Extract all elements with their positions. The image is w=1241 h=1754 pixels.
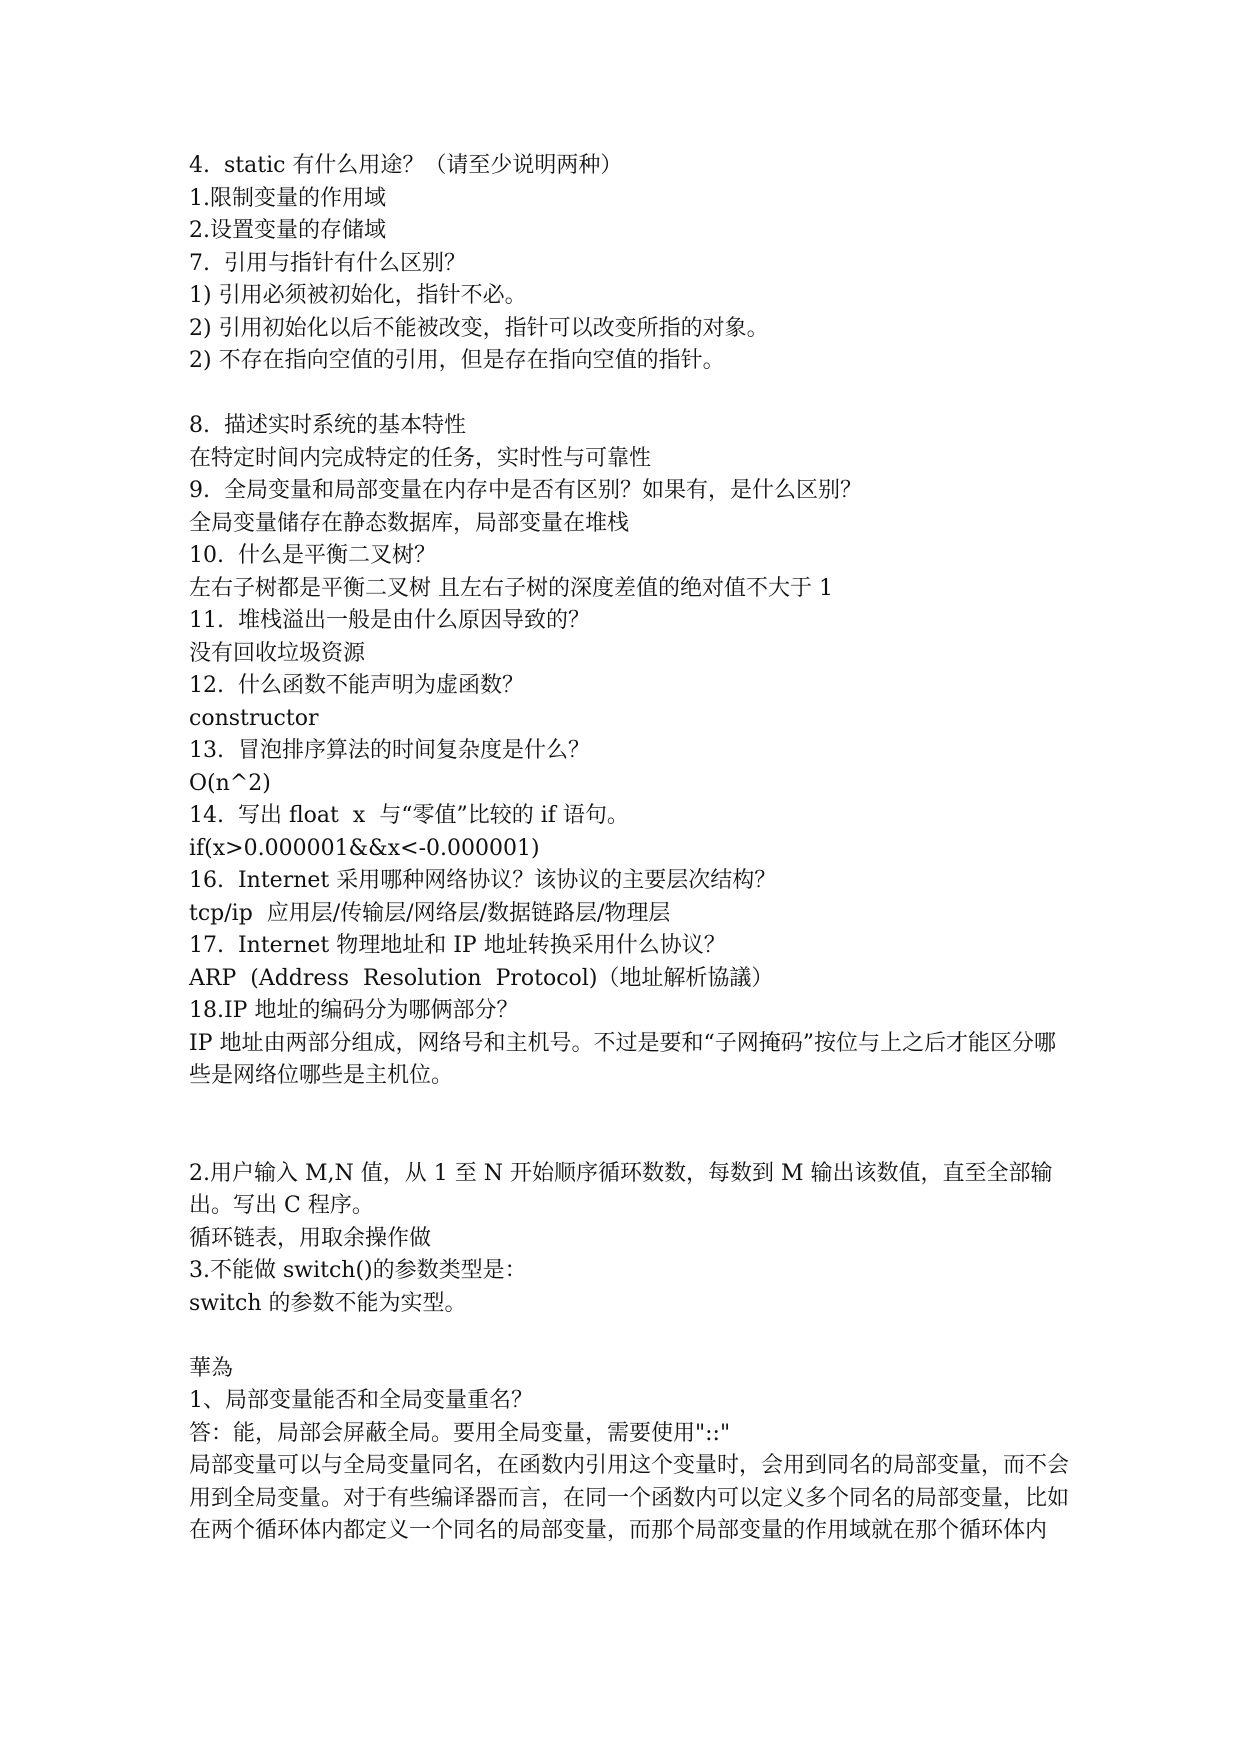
answer-line: 在特定时间内完成特定的任务，实时性与可靠性 — [189, 445, 652, 471]
answer-line: 2) 引用初始化以后不能被改变，指针可以改变所指的对象。 — [189, 315, 769, 341]
answer-line: 左右子树都是平衡二叉树 且左右子树的深度差值的绝对值不大于 1 — [189, 575, 833, 601]
question-loop-count: 2.用户输入 M,N 值，从 1 至 N 开始顺序循环数数，每数到 M 输出该数值，直至全部输出。写出 C 程序。 — [189, 1160, 1053, 1218]
answer-line: 全局变量储存在静态数据库，局部变量在堆栈 — [189, 510, 630, 536]
answer-line: 2.设置变量的存储域 — [189, 218, 386, 243]
question-realtime-system: 8. 描述实时系统的基本特性 — [189, 413, 466, 438]
question-global-local-memory: 9. 全局变量和局部变量在内存中是否有区别？如果有，是什么区别？ — [189, 478, 862, 503]
answer-line: switch 的参数不能为实型。 — [189, 1290, 467, 1316]
question-variable-shadowing: 1、局部变量能否和全局变量重名？ — [189, 1388, 533, 1413]
answer-line: 答：能，局部会屏蔽全局。要用全局变量，需要使用"::" — [189, 1420, 731, 1446]
question-internet-protocol: 16. Internet 采用哪种网络协议？该协议的主要层次结构？ — [189, 868, 777, 893]
question-switch-type: 3.不能做 switch()的参数类型是： — [189, 1258, 527, 1283]
answer-paragraph: IP 地址由两部分组成，网络号和主机号。不过是要和“子网掩码”按位与上之后才能区分哪些是网络位哪些是主机位。 — [189, 1030, 1056, 1088]
answer-line: 循环链表，用取余操作做 — [189, 1225, 432, 1251]
question-stack-overflow: 11. 堆栈溢出一般是由什么原因导致的？ — [189, 608, 590, 633]
blank-line — [189, 1320, 1069, 1353]
answer-line: 1.限制变量的作用域 — [189, 185, 386, 211]
blank-line — [189, 378, 1069, 411]
answer-line: 2) 不存在指向空值的引用，但是存在指向空值的指针。 — [189, 348, 725, 373]
answer-paragraph: 局部变量可以与全局变量同名，在函数内引用这个变量时，会用到同名的局部变量，而不会用到全局变量。对于有些编译器而言，在同一个函数内可以定义多个同名的局部变量，比如在两个循环体内都定义一个同名的局部变量，而那个局部变量的作用域就在那个循环体内 — [189, 1453, 1070, 1543]
document-page — [189, 150, 1069, 1548]
question-ip-encoding: 18.IP 地址的编码分为哪俩部分？ — [189, 998, 519, 1023]
question-reference-vs-pointer: 7. 引用与指针有什么区别？ — [189, 250, 466, 276]
answer-line: if(x>0.000001&&x<-0.000001) — [189, 835, 540, 861]
answer-line: tcp/ip 应用层/传输层/网络层/数据链路层/物理层 — [189, 900, 671, 926]
question-bubble-sort: 13. 冒泡排序算法的时间复杂度是什么？ — [189, 738, 590, 763]
question-float-zero: 14. 写出 float x 与“零值”比较的 if 语句。 — [189, 803, 629, 828]
answer-line: 没有回收垃圾资源 — [189, 640, 366, 666]
question-balanced-tree: 10. 什么是平衡二叉树？ — [189, 543, 436, 568]
answer-line: 1) 引用必须被初始化，指针不必。 — [189, 283, 527, 308]
answer-line: O(n^2) — [189, 770, 271, 796]
question-virtual-function: 12. 什么函数不能声明为虚函数？ — [189, 673, 524, 698]
question-address-conversion: 17. Internet 物理地址和 IP 地址转换采用什么协议？ — [189, 933, 726, 958]
section-heading: 華為 — [189, 1355, 234, 1381]
blank-line — [189, 1093, 1069, 1158]
answer-line: constructor — [189, 705, 319, 731]
question-static-usage: 4. static 有什么用途？（请至少说明两种） — [189, 153, 623, 178]
answer-line: ARP (Address Resolution Protocol)（地址解析協議） — [189, 965, 774, 991]
